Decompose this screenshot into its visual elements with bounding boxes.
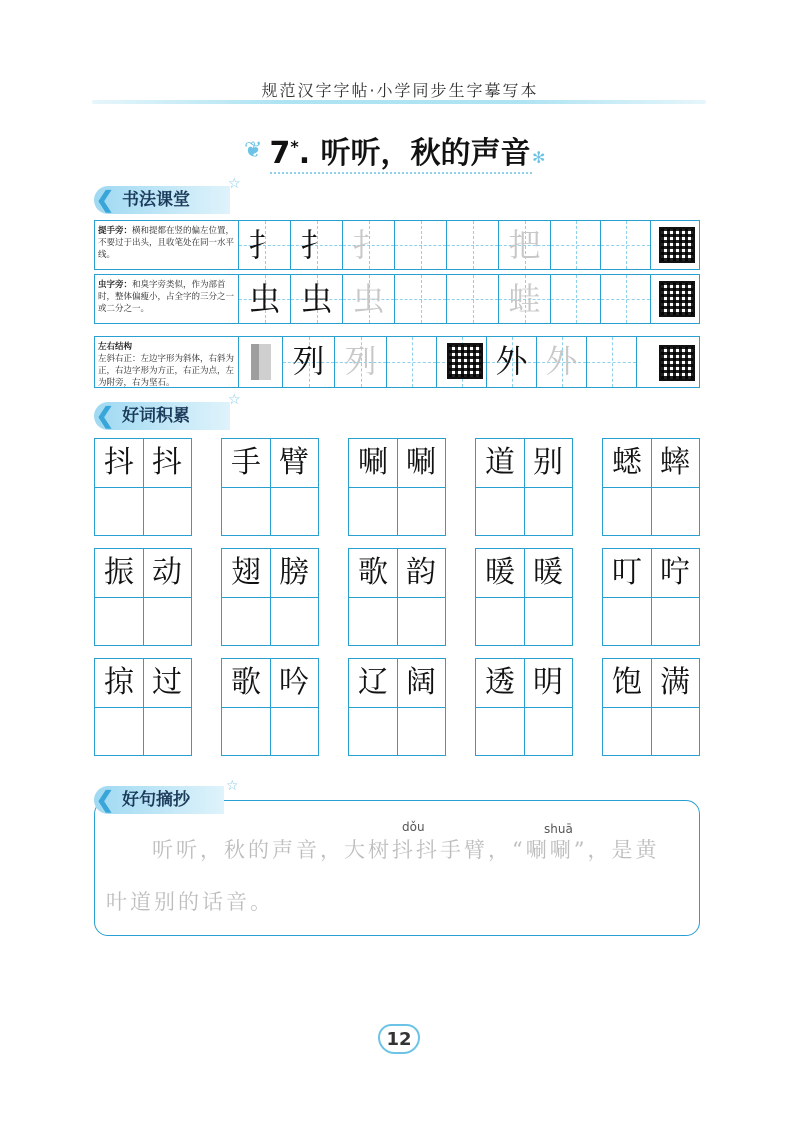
practice-cell — [601, 221, 651, 269]
qr-code[interactable] — [447, 343, 483, 379]
practice-cell: 扌 — [239, 221, 291, 269]
practice-cell: 外 — [487, 337, 537, 387]
practice-cell — [551, 275, 601, 323]
word-box — [221, 438, 319, 536]
practice-cell — [387, 337, 437, 387]
word-char: 臂 — [279, 445, 309, 480]
word-box — [348, 658, 446, 756]
practice-cell: 外 — [537, 337, 587, 387]
practice-cell: 把 — [499, 221, 551, 269]
section-banner-words — [94, 402, 230, 430]
word-char: 掠 — [104, 665, 134, 700]
qr-code[interactable] — [659, 281, 695, 317]
row-description: 左右结构 左斜右正：左边字形为斜体，右斜为正，右边字形为方正，右正为点，左为附旁，右为坚石。 — [95, 337, 239, 387]
word-char: 动 — [152, 555, 182, 590]
qr-code[interactable] — [659, 227, 695, 263]
lesson-mark: * — [290, 137, 299, 156]
lesson-name: . 听听，秋的声音 — [298, 136, 531, 171]
bird-icon: ❦ — [244, 138, 263, 163]
row-description: 虫字旁：和臭字旁类似，作为部首时，整体偏瘦小，占全字的三分之一或二分之一。 — [95, 275, 239, 323]
section-label: 好句摘抄 — [122, 790, 190, 810]
structure-diagram — [239, 337, 283, 387]
star-icon: ☆ — [228, 392, 241, 408]
word-char: 满 — [660, 665, 690, 700]
word-box — [348, 548, 446, 646]
word-char: 叮 — [612, 555, 642, 590]
word-char: 过 — [152, 665, 182, 700]
section-banner-calligraphy — [94, 186, 230, 214]
word-char: 歌 — [231, 665, 261, 700]
header-divider — [92, 100, 706, 104]
calligraphy-row-2 — [94, 274, 700, 324]
word-char: 暖 — [533, 555, 563, 590]
practice-cell: 虫 — [239, 275, 291, 323]
word-char: 手 — [231, 445, 261, 480]
word-char: 唰 — [358, 445, 388, 480]
practice-cell: 扌 — [291, 221, 343, 269]
word-char: 阔 — [406, 665, 436, 700]
section-label: 好词积累 — [122, 406, 190, 426]
word-char: 抖 — [104, 445, 134, 480]
star-icon: ☆ — [228, 176, 241, 192]
word-char: 道 — [485, 445, 515, 480]
practice-cell — [587, 337, 637, 387]
star-icon: ☆ — [226, 778, 239, 794]
practice-cell — [601, 275, 651, 323]
practice-cell — [551, 221, 601, 269]
practice-cell — [447, 275, 499, 323]
word-char: 饱 — [612, 665, 642, 700]
word-char: 蟀 — [660, 445, 690, 480]
header-title: 规范汉字字帖·小学同步生字摹写本 — [261, 81, 539, 100]
section-label: 书法课堂 — [122, 190, 190, 210]
practice-cell: 虫 — [343, 275, 395, 323]
section-banner-sentence — [94, 786, 224, 814]
calligraphy-row-3 — [94, 336, 700, 388]
word-box — [602, 438, 700, 536]
word-char: 吟 — [279, 665, 309, 700]
pinyin-dou: dǒu — [402, 820, 425, 834]
qr-code[interactable] — [659, 345, 695, 381]
page-number: 12 — [378, 1024, 420, 1054]
word-box — [221, 658, 319, 756]
word-box — [602, 658, 700, 756]
chevron-left-icon: ❮ — [95, 187, 115, 213]
chevron-left-icon: ❮ — [95, 787, 115, 813]
word-char: 明 — [533, 665, 563, 700]
word-box — [94, 548, 192, 646]
lesson-number: 7 — [269, 136, 291, 171]
word-box — [221, 548, 319, 646]
word-box — [475, 548, 573, 646]
word-box — [94, 438, 192, 536]
word-char: 辽 — [358, 665, 388, 700]
word-char: 抖 — [152, 445, 182, 480]
word-char: 别 — [533, 445, 563, 480]
word-char: 膀 — [279, 555, 309, 590]
sentence-line-2: 叶道别的话音。 — [106, 890, 274, 914]
word-box — [94, 658, 192, 756]
word-char: 透 — [485, 665, 515, 700]
word-box — [475, 658, 573, 756]
chevron-left-icon: ❮ — [95, 403, 115, 429]
practice-cell: 列 — [283, 337, 335, 387]
word-box — [602, 548, 700, 646]
practice-cell: 扌 — [343, 221, 395, 269]
practice-cell: 蛙 — [499, 275, 551, 323]
sentence-line-1: 听听，秋的声音，大树抖抖手臂，“唰唰”，是黄 — [152, 838, 660, 862]
practice-cell: 虫 — [291, 275, 343, 323]
word-box — [475, 438, 573, 536]
word-char: 翅 — [231, 555, 261, 590]
word-box — [348, 438, 446, 536]
word-char: 咛 — [660, 555, 690, 590]
lesson-title — [0, 128, 800, 172]
word-char: 歌 — [358, 555, 388, 590]
word-char: 暖 — [485, 555, 515, 590]
pinyin-shua: shuā — [544, 822, 573, 836]
word-char: 蟋 — [612, 445, 642, 480]
title-underline — [270, 172, 532, 174]
practice-cell — [395, 221, 447, 269]
snowflake-icon: ✻ — [532, 148, 546, 167]
calligraphy-row-1 — [94, 220, 700, 270]
word-char: 唰 — [406, 445, 436, 480]
practice-cell: 列 — [335, 337, 387, 387]
word-char: 振 — [104, 555, 134, 590]
word-char: 韵 — [406, 555, 436, 590]
row-description: 提手旁：横和提都在竖的偏左位置，不要过于出头，且收笔处在同一水平线。 — [95, 221, 239, 269]
practice-cell — [395, 275, 447, 323]
practice-cell — [447, 221, 499, 269]
